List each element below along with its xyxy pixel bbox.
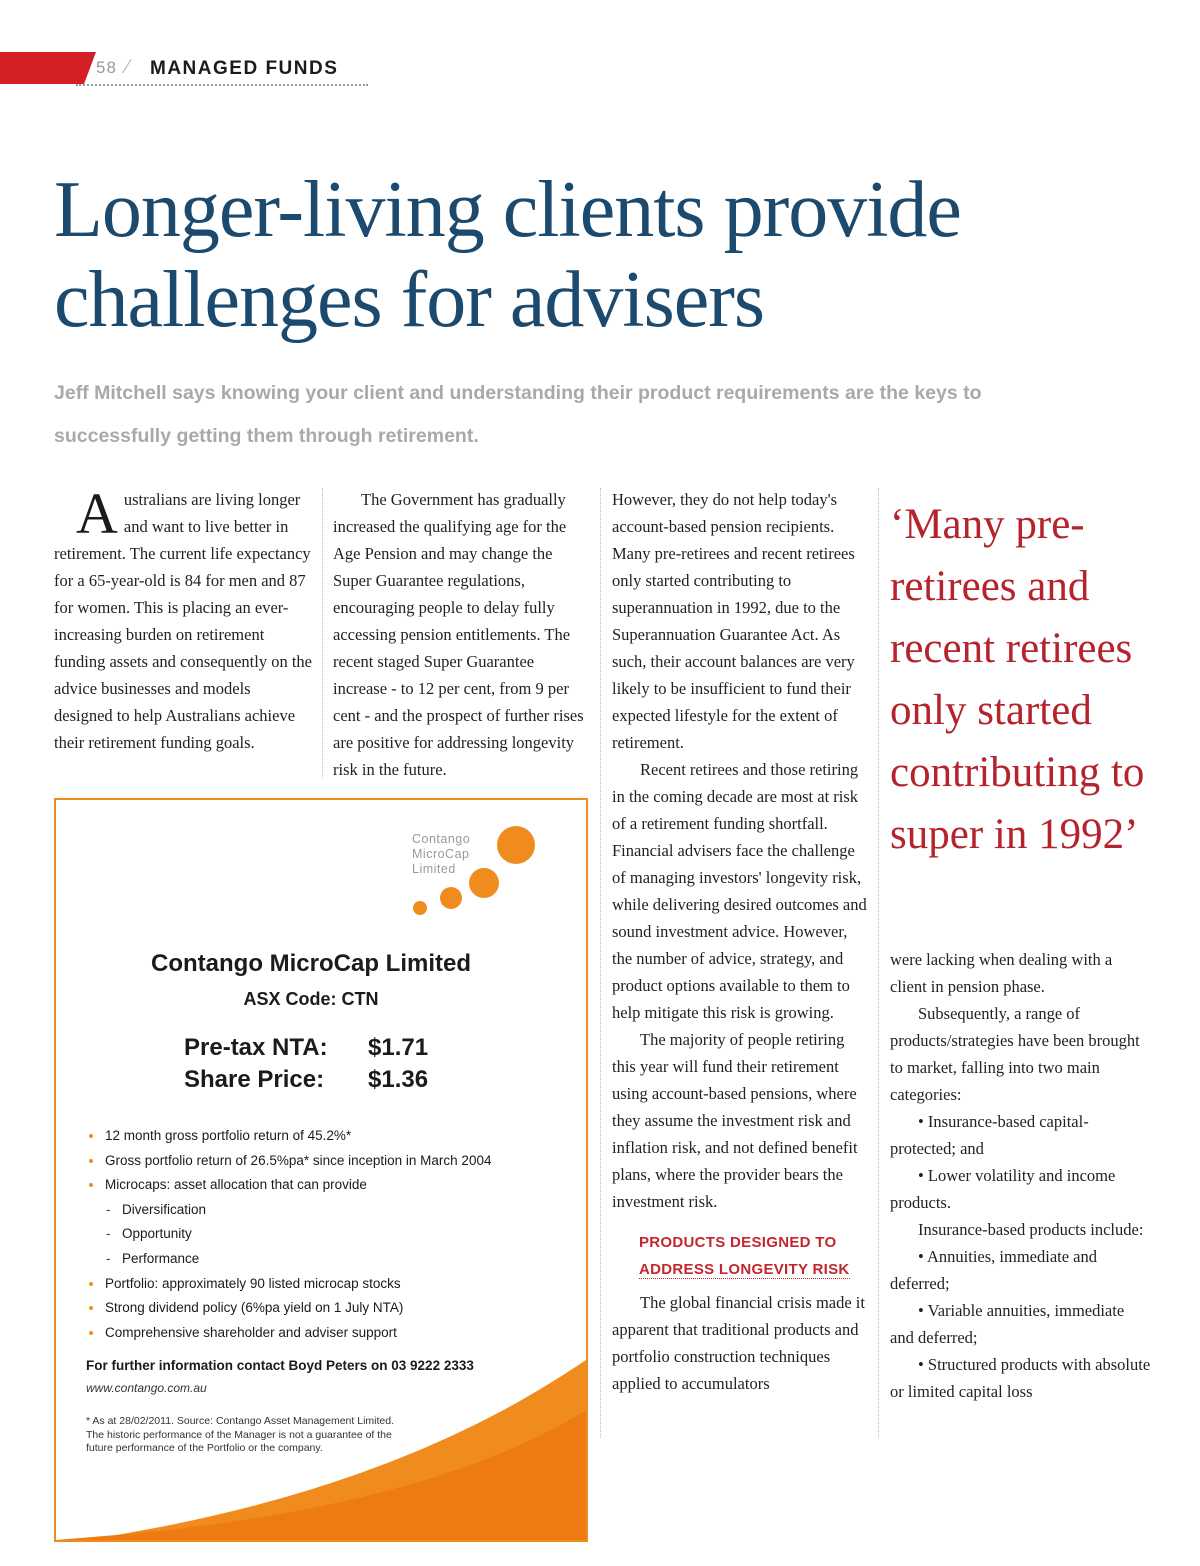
advertisement [54,798,588,1542]
header-red-bar-tip [84,52,96,84]
logo-line-3: Limited [412,862,456,876]
col3-paragraph-2: Recent retirees and those retiring in the coming decade are most at risk of a retirement funding shortfall. Financial advisers face the challenge of managing investors' longevity risk, while delivering desired outcomes and sound investment advice. However, the number of advice, strategy, and product options available to them to help mitigate this risk is growing. [612,760,867,1022]
body-column-2 [333,486,588,783]
logo-line-2: MicroCap [412,847,470,861]
ad-sub-bullet: - Diversification [88,1198,491,1223]
ad-bullet: Comprehensive shareholder and adviser support [88,1321,491,1346]
ad-bullet: Portfolio: approximately 90 listed microcap stocks [88,1272,491,1297]
col4-paragraph-3: Insurance-based products include: [918,1220,1144,1239]
standfirst-line-2: successfully getting them through retirement. [54,425,479,447]
ad-figures [184,1032,428,1096]
header-divider: ⁄ [126,56,130,78]
logo-line-1: Contango [412,832,471,846]
column-rule-3 [878,488,879,1438]
standfirst [54,372,1054,458]
col4-paragraph-2: Subsequently, a range of products/strategies have been brought to market, falling into two main categories: [890,1004,1140,1104]
title-line-2: challenges for advisers [54,255,765,344]
ad-asx-code: ASX Code: CTN [243,989,379,1009]
subheading-line-1: PRODUCTS DESIGNED TO [639,1234,837,1251]
article-title [54,166,1154,345]
ad-bullet: 12 month gross portfolio return of 45.2%* [88,1124,491,1149]
body-column-3 [612,486,870,1397]
col1-paragraph: ustralians are living longer and want to live better in retirement. The current life expectancy for a 65-year-old is 84 for men and 87 for women. This is placing an ever-increasing burden on retirement funding assets and consequently on the advice businesses and models designed to help Australians achieve their retirement funding goals. [54,490,312,752]
nta-value: $1.71 [368,1034,429,1061]
column-rule-1 [322,488,323,778]
ad-website: www.contango.com.au [86,1381,207,1395]
col4-paragraph-1: were lacking when dealing with a client in pension phase. [890,950,1113,996]
col4-bullet-3: • Annuities, immediate and deferred; [890,1247,1097,1293]
page-number: 58 [96,58,117,77]
col4-bullet-4: • Variable annuities, immediate and deferred; [890,1301,1125,1347]
col4-bullet-5: • Structured products with absolute or limited capital loss [890,1355,1151,1401]
ad-footnote: * As at 28/02/2011. Source: Contango Asset Management Limited. The historic performance of the Manager is not a guarantee of the future performance of the Portfolio or the company. [86,1415,395,1454]
title-line-1: Longer-living clients provide [54,166,961,254]
column-rule-2 [600,488,601,1438]
ad-bullet: Gross portfolio return of 26.5%pa* since inception in March 2004 [88,1149,491,1174]
col2-paragraph: The Government has gradually increased the qualifying age for the Age Pension and may change the Super Guarantee regulations, encouraging people to delay fully accessing pension entitlements. The recent staged Super Guarantee increase - to 12 per cent, from 9 per cent - and the prospect of further rises are positive for addressing longevity risk in the future. [333,490,584,779]
ad-contact-line: For further information contact Boyd Peters on 03 9222 2333 [86,1358,474,1373]
ad-bullet-list [88,1124,491,1345]
drop-cap: A [76,481,118,546]
nta-label: Pre-tax NTA: [184,1034,328,1061]
ad-sub-bullet: - Performance [88,1247,491,1272]
col4-bullet-1: • Insurance-based capital-protected; and [890,1112,1089,1158]
col3-paragraph-3: The majority of people retiring this year will fund their retirement using account-based pensions, where they assume the investment risk and inflation risk, and not defined benefit plans, where the provider bears the investment risk. [612,1030,858,1211]
share-price-value: $1.36 [368,1066,429,1093]
section-title: MANAGED FUNDS [150,58,339,79]
col3-paragraph-1: However, they do not help today's account-based pension recipients. Many pre-retirees and recent retirees only started contributing to superannuation in 1992, due to the Superannuation Guarantee Act. As such, their account balances are very likely to be insufficient to fund their expected lifestyle for the extent of retirement. [612,490,855,752]
header-red-bar [0,52,84,84]
ad-sub-bullet: - Opportunity [88,1222,491,1247]
ad-bullet: Microcaps: asset allocation that can provide [88,1173,491,1198]
logo-wordmark [412,832,470,877]
section-subheading [639,1229,870,1283]
col3-paragraph-4: The global financial crisis made it apparent that traditional products and portfolio construction techniques applied to accumulators [612,1293,865,1393]
col4-bullet-2: • Lower volatility and income products. [890,1166,1116,1212]
body-column-4 [890,946,1152,1405]
standfirst-line-1: Jeff Mitchell says knowing your client and understanding their product requirements are the keys to [54,382,982,404]
ad-company-name: Contango MicroCap Limited [151,950,471,977]
share-price-label: Share Price: [184,1066,325,1093]
body-column-1 [54,481,312,756]
pull-quote: ‘Many pre-retirees and recent retirees only started contributing to super in 1992’ [890,501,1145,858]
header-dotted-rule [76,84,368,86]
subheading-line-2: ADDRESS LONGEVITY RISK [639,1261,850,1278]
ad-bullet: Strong dividend policy (6%pa yield on 1 July NTA) [88,1296,491,1321]
